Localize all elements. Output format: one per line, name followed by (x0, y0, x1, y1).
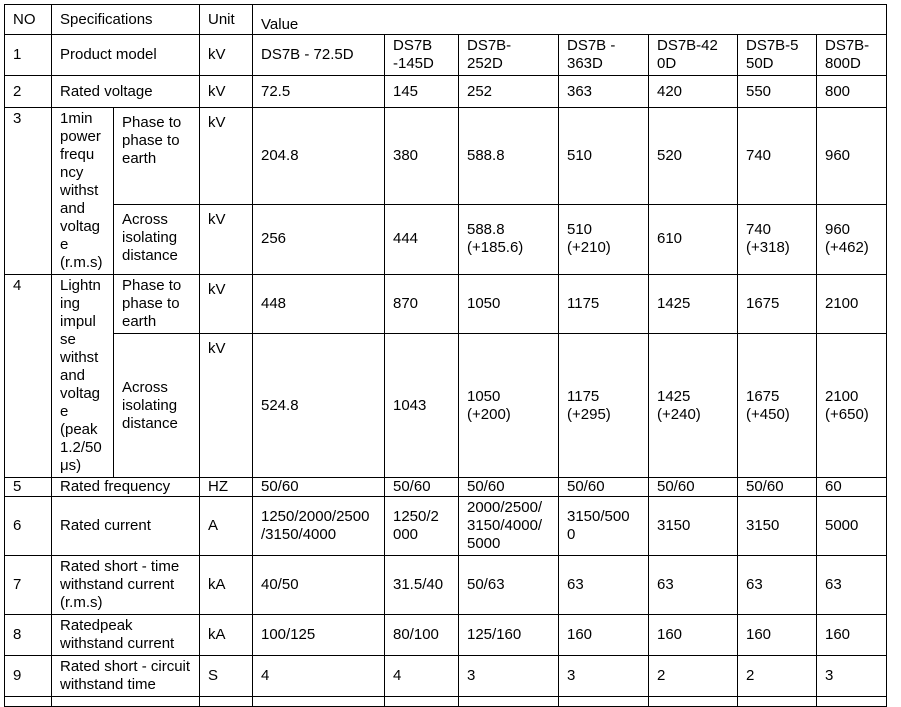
value-cell: 63 (649, 556, 738, 615)
spec-label: Product model (52, 35, 200, 76)
value-cell: 610 (649, 204, 738, 274)
row-short-time-current (5, 556, 887, 615)
value-cell: 1425 (+240) (649, 334, 738, 478)
value-cell: 125/160 (459, 615, 559, 656)
value-cell: 870 (385, 275, 459, 334)
value-cell: 63 (738, 556, 817, 615)
value-cell: 510 (+210) (559, 204, 649, 274)
value-cell: 160 (738, 615, 817, 656)
row-no: 7 (5, 556, 52, 615)
spec-label: Ratedpeak withstand current (52, 615, 200, 656)
value-cell: 588.8 (459, 108, 559, 205)
value-cell: 1425 (649, 275, 738, 334)
row-no: 5 (5, 478, 52, 497)
empty-cell (52, 697, 200, 707)
unit-cell: kV (200, 35, 253, 76)
value-cell: 160 (559, 615, 649, 656)
row-lightning-impulse-isolating (5, 334, 887, 478)
value-cell: 160 (649, 615, 738, 656)
value-cell: 3 (459, 656, 559, 697)
value-cell: 1675 (738, 275, 817, 334)
value-cell: 80/100 (385, 615, 459, 656)
value-cell: 3150 (649, 497, 738, 556)
unit-cell: kV (200, 275, 253, 334)
unit-cell: S (200, 656, 253, 697)
row-power-frequency-isolating (5, 204, 887, 274)
value-cell: 588.8 (+185.6) (459, 204, 559, 274)
empty-cell (5, 697, 52, 707)
value-cell: 256 (253, 204, 385, 274)
value-cell: 252 (459, 76, 559, 108)
value-cell: 380 (385, 108, 459, 205)
value-cell: 204.8 (253, 108, 385, 205)
row-power-frequency-phase (5, 108, 887, 205)
row-no: 4 (5, 275, 52, 478)
row-rated-frequency (5, 478, 887, 497)
value-cell: 1175 (559, 275, 649, 334)
value-cell: DS7B- 800D (817, 35, 887, 76)
value-cell: 3 (559, 656, 649, 697)
header-row (5, 5, 887, 35)
value-cell: 2 (738, 656, 817, 697)
value-cell: 1050 (+200) (459, 334, 559, 478)
row-no: 8 (5, 615, 52, 656)
value-cell: 363 (559, 76, 649, 108)
value-cell: 3 (817, 656, 887, 697)
sub-spec-label: Across isolating distance (114, 334, 200, 478)
unit-cell: A (200, 497, 253, 556)
value-cell: 5000 (817, 497, 887, 556)
value-cell: 1175 (+295) (559, 334, 649, 478)
value-cell: 550 (738, 76, 817, 108)
value-cell: 510 (559, 108, 649, 205)
value-cell: 1250/2 000 (385, 497, 459, 556)
value-cell: DS7B-42 0D (649, 35, 738, 76)
sub-spec-label: Phase to phase to earth (114, 275, 200, 334)
value-cell: 63 (559, 556, 649, 615)
row-no: 6 (5, 497, 52, 556)
spec-label: 1min power frequ ncy withst and voltag e (r.m.s) (52, 108, 114, 275)
sub-spec-label: Across isolating distance (114, 204, 200, 274)
value-cell: 50/63 (459, 556, 559, 615)
spec-label: Rated voltage (52, 76, 200, 108)
value-cell: 2 (649, 656, 738, 697)
value-cell: 2000/2500/ 3150/4000/ 5000 (459, 497, 559, 556)
spec-label: Lightn ing impul se withst and voltag e (peak 1.2/50 μs) (52, 275, 114, 478)
value-cell: 448 (253, 275, 385, 334)
value-cell: 960 (817, 108, 887, 205)
value-cell: 520 (649, 108, 738, 205)
specifications-table (4, 4, 887, 707)
spec-label: Rated current (52, 497, 200, 556)
spec-label: Rated frequency (52, 478, 200, 497)
spec-label: Rated short - circuit withstand time (52, 656, 200, 697)
empty-cell (253, 697, 385, 707)
row-no: 1 (5, 35, 52, 76)
empty-cell (385, 697, 459, 707)
value-cell: 524.8 (253, 334, 385, 478)
value-cell: 444 (385, 204, 459, 274)
row-rated-current (5, 497, 887, 556)
value-cell: 4 (385, 656, 459, 697)
value-cell: 1050 (459, 275, 559, 334)
unit-cell: kV (200, 334, 253, 478)
value-cell: 50/60 (649, 478, 738, 497)
row-peak-current (5, 615, 887, 656)
value-cell: 960 (+462) (817, 204, 887, 274)
value-cell: 740 (+318) (738, 204, 817, 274)
row-short-circuit-time (5, 656, 887, 697)
unit-cell: kV (200, 108, 253, 205)
value-cell: 50/60 (253, 478, 385, 497)
row-no: 3 (5, 108, 52, 275)
empty-cell (817, 697, 887, 707)
row-no: 9 (5, 656, 52, 697)
value-cell: DS7B-5 50D (738, 35, 817, 76)
value-cell: 420 (649, 76, 738, 108)
value-cell: 72.5 (253, 76, 385, 108)
header-unit: Unit (200, 5, 253, 35)
row-cut-off (5, 697, 887, 707)
value-cell: DS7B -145D (385, 35, 459, 76)
unit-cell: kA (200, 556, 253, 615)
value-cell: 145 (385, 76, 459, 108)
unit-cell: kV (200, 204, 253, 274)
empty-cell (738, 697, 817, 707)
value-cell: 40/50 (253, 556, 385, 615)
value-cell: 2100 (+650) (817, 334, 887, 478)
value-cell: 50/60 (459, 478, 559, 497)
value-cell: 4 (253, 656, 385, 697)
value-cell: 800 (817, 76, 887, 108)
empty-cell (649, 697, 738, 707)
value-cell: 3150 (738, 497, 817, 556)
value-cell: 1043 (385, 334, 459, 478)
value-cell: 50/60 (559, 478, 649, 497)
unit-cell: kA (200, 615, 253, 656)
value-cell: 1675 (+450) (738, 334, 817, 478)
value-cell: 63 (817, 556, 887, 615)
header-specifications: Specifications (52, 5, 200, 35)
value-cell: 60 (817, 478, 887, 497)
row-product-model (5, 35, 887, 76)
header-no: NO (5, 5, 52, 35)
value-cell: 3150/500 0 (559, 497, 649, 556)
value-cell: DS7B- 252D (459, 35, 559, 76)
value-cell: 50/60 (738, 478, 817, 497)
value-cell: 50/60 (385, 478, 459, 497)
unit-cell: HZ (200, 478, 253, 497)
empty-cell (559, 697, 649, 707)
value-cell: DS7B - 363D (559, 35, 649, 76)
value-cell: 31.5/40 (385, 556, 459, 615)
value-cell: 1250/2000/2500 /3150/4000 (253, 497, 385, 556)
value-cell: DS7B - 72.5D (253, 35, 385, 76)
row-no: 2 (5, 76, 52, 108)
empty-cell (459, 697, 559, 707)
value-cell: 740 (738, 108, 817, 205)
row-rated-voltage (5, 76, 887, 108)
spec-label: Rated short - time withstand current (r.m.s) (52, 556, 200, 615)
value-cell: 2100 (817, 275, 887, 334)
empty-cell (200, 697, 253, 707)
value-cell: 160 (817, 615, 887, 656)
unit-cell: kV (200, 76, 253, 108)
row-lightning-impulse-phase (5, 275, 887, 334)
header-value: Value (253, 5, 887, 35)
value-cell: 100/125 (253, 615, 385, 656)
sub-spec-label: Phase to phase to earth (114, 108, 200, 205)
